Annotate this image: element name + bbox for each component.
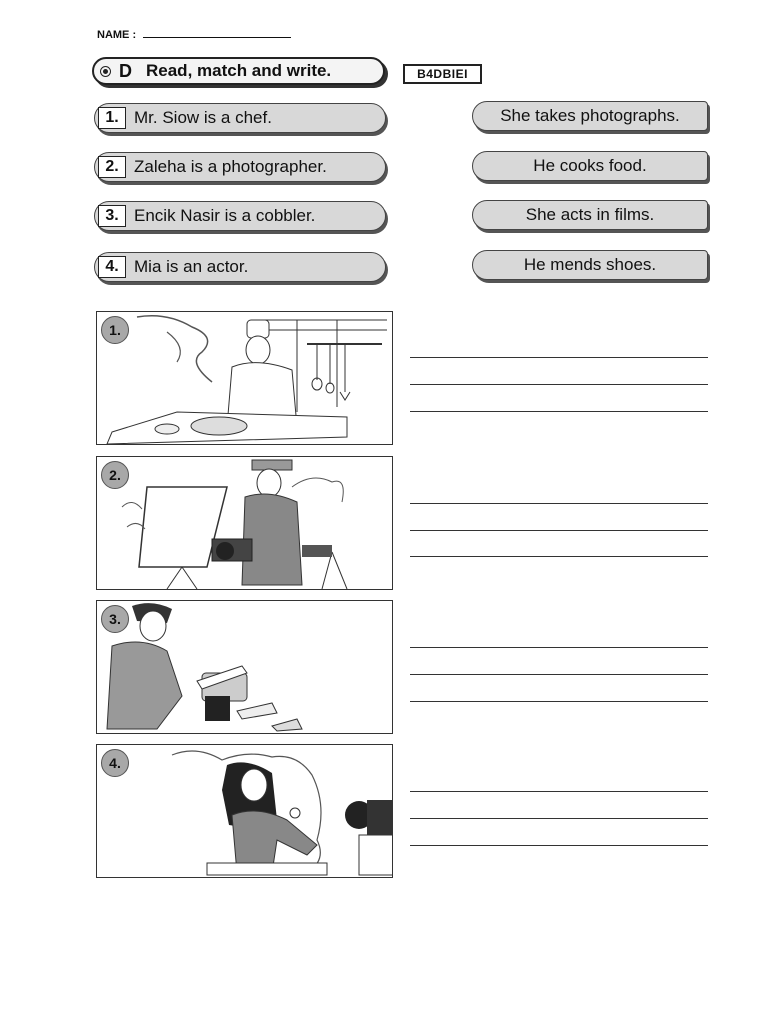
name-underline[interactable] [143,26,291,38]
statement-number: 2. [98,156,126,178]
writing-line[interactable] [410,647,708,648]
statement-1 [94,103,386,133]
statement-4 [94,252,386,282]
picture-panel-3 [96,600,393,734]
name-field[interactable] [97,26,291,41]
photographer-illustration [97,457,393,590]
description-1 [472,101,708,131]
writing-line[interactable] [410,674,708,675]
actor-illustration [97,745,393,878]
exercise-code: B4DBIEI [403,64,482,84]
description-4 [472,250,708,280]
writing-line[interactable] [410,357,708,358]
writing-line[interactable] [410,503,708,504]
statement-text: Encik Nasir is a cobbler. [134,206,316,225]
cobbler-illustration [97,601,393,734]
section-letter: D [119,60,132,81]
statement-text: Mr. Siow is a chef. [134,108,272,127]
description-text: She takes photographs. [500,106,680,125]
statement-2 [94,152,386,182]
panel-number-badge: 4. [101,749,129,777]
statement-text: Mia is an actor. [134,257,249,276]
writing-line[interactable] [410,384,708,385]
section-header [92,57,385,85]
description-text: He cooks food. [533,156,647,175]
writing-line[interactable] [410,791,708,792]
writing-line[interactable] [410,411,708,412]
picture-panel-2 [96,456,393,590]
writing-line[interactable] [410,701,708,702]
writing-line[interactable] [410,556,708,557]
writing-line[interactable] [410,818,708,819]
panel-number-badge: 2. [101,461,129,489]
description-2 [472,151,708,181]
name-label: NAME : [97,29,137,41]
writing-line[interactable] [410,530,708,531]
instruction-text: Read, match and write. [146,61,332,80]
writing-line[interactable] [410,845,708,846]
picture-panel-1 [96,311,393,445]
statement-3 [94,201,386,231]
panel-number-badge: 1. [101,316,129,344]
picture-panel-4 [96,744,393,878]
description-text: He mends shoes. [523,255,657,274]
panel-number-badge: 3. [101,605,129,633]
description-3 [472,200,708,230]
description-text: She acts in films. [525,205,655,224]
statement-number: 1. [98,107,126,129]
statement-number: 4. [98,256,126,278]
statement-number: 3. [98,205,126,227]
statement-text: Zaleha is a photographer. [134,157,327,176]
bullet-icon [100,66,111,77]
chef-illustration [97,312,393,445]
